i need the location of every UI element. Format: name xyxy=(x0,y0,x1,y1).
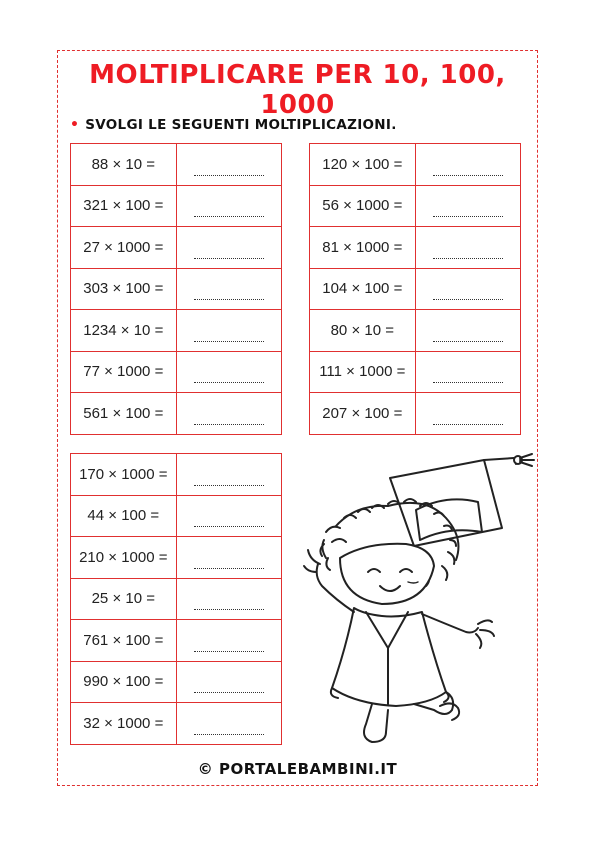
exercise-table-1 xyxy=(70,143,282,435)
question-cell: 56 × 1000 = xyxy=(310,185,416,227)
question-cell: 77 × 1000 = xyxy=(71,351,177,393)
answer-line xyxy=(433,175,503,176)
answer-cell[interactable] xyxy=(176,661,281,703)
table-row xyxy=(71,703,282,745)
question-cell: 32 × 1000 = xyxy=(71,703,177,745)
table-row xyxy=(310,351,521,393)
table-row xyxy=(310,393,521,435)
table-row xyxy=(71,268,282,310)
answer-line xyxy=(433,299,503,300)
answer-line xyxy=(433,424,503,425)
question-cell: 25 × 10 = xyxy=(71,578,177,620)
question-cell: 111 × 1000 = xyxy=(310,351,416,393)
answer-cell[interactable] xyxy=(415,185,520,227)
table-row xyxy=(71,310,282,352)
answer-line xyxy=(194,299,264,300)
question-cell: 303 × 100 = xyxy=(71,268,177,310)
answer-cell[interactable] xyxy=(176,393,281,435)
table-row xyxy=(310,310,521,352)
question-cell: 120 × 100 = xyxy=(310,144,416,186)
table-row xyxy=(71,227,282,269)
table-row xyxy=(71,393,282,435)
answer-cell[interactable] xyxy=(176,185,281,227)
table-row xyxy=(71,495,282,537)
copyright-footer: © PORTALEBAMBINI.IT xyxy=(197,760,398,778)
answer-cell[interactable] xyxy=(176,454,281,496)
table-row xyxy=(310,268,521,310)
question-cell: 44 × 100 = xyxy=(71,495,177,537)
answer-line xyxy=(194,258,264,259)
answer-cell[interactable] xyxy=(176,310,281,352)
instruction-text: SVOLGI LE SEGUENTI MOLTIPLICAZIONI. xyxy=(85,117,397,133)
table-row xyxy=(71,185,282,227)
table-row xyxy=(71,661,282,703)
answer-line xyxy=(194,651,264,652)
answer-line xyxy=(433,216,503,217)
question-cell: 27 × 1000 = xyxy=(71,227,177,269)
page-title: MOLTIPLICARE PER 10, 100, 1000 xyxy=(89,60,506,120)
answer-line xyxy=(194,341,264,342)
question-cell: 990 × 100 = xyxy=(71,661,177,703)
answer-cell[interactable] xyxy=(415,144,520,186)
question-cell: 210 × 1000 = xyxy=(71,537,177,579)
question-cell: 104 × 100 = xyxy=(310,268,416,310)
table-row xyxy=(71,351,282,393)
table-row xyxy=(71,144,282,186)
table-row xyxy=(310,185,521,227)
answer-line xyxy=(194,424,264,425)
table-row xyxy=(71,454,282,496)
answer-line xyxy=(194,175,264,176)
question-cell: 80 × 10 = xyxy=(310,310,416,352)
question-cell: 561 × 100 = xyxy=(71,393,177,435)
answer-line xyxy=(433,341,503,342)
answer-line xyxy=(194,485,264,486)
answer-cell[interactable] xyxy=(176,537,281,579)
table-row xyxy=(71,620,282,662)
graduate-child-icon xyxy=(296,448,536,758)
instruction xyxy=(70,117,397,133)
answer-cell[interactable] xyxy=(176,703,281,745)
answer-line xyxy=(194,568,264,569)
answer-line xyxy=(194,216,264,217)
question-cell: 321 × 100 = xyxy=(71,185,177,227)
exercise-table-3 xyxy=(70,453,282,745)
table-row xyxy=(310,144,521,186)
table-row xyxy=(71,578,282,620)
answer-line xyxy=(194,382,264,383)
question-cell: 207 × 100 = xyxy=(310,393,416,435)
answer-cell[interactable] xyxy=(176,620,281,662)
question-cell: 170 × 1000 = xyxy=(71,454,177,496)
answer-cell[interactable] xyxy=(176,227,281,269)
question-cell: 1234 × 10 = xyxy=(71,310,177,352)
answer-cell[interactable] xyxy=(415,268,520,310)
answer-cell[interactable] xyxy=(176,144,281,186)
answer-line xyxy=(433,382,503,383)
answer-line xyxy=(194,734,264,735)
table-row xyxy=(71,537,282,579)
answer-cell[interactable] xyxy=(176,268,281,310)
answer-cell[interactable] xyxy=(415,351,520,393)
answer-cell[interactable] xyxy=(176,578,281,620)
question-cell: 761 × 100 = xyxy=(71,620,177,662)
answer-cell[interactable] xyxy=(415,393,520,435)
question-cell: 81 × 1000 = xyxy=(310,227,416,269)
bullet-icon: • xyxy=(70,117,80,133)
answer-cell[interactable] xyxy=(415,310,520,352)
question-cell: 88 × 10 = xyxy=(71,144,177,186)
answer-cell[interactable] xyxy=(176,351,281,393)
answer-line xyxy=(433,258,503,259)
answer-line xyxy=(194,609,264,610)
answer-cell[interactable] xyxy=(415,227,520,269)
table-row xyxy=(310,227,521,269)
answer-line xyxy=(194,692,264,693)
answer-cell[interactable] xyxy=(176,495,281,537)
exercise-table-2 xyxy=(309,143,521,435)
answer-line xyxy=(194,526,264,527)
